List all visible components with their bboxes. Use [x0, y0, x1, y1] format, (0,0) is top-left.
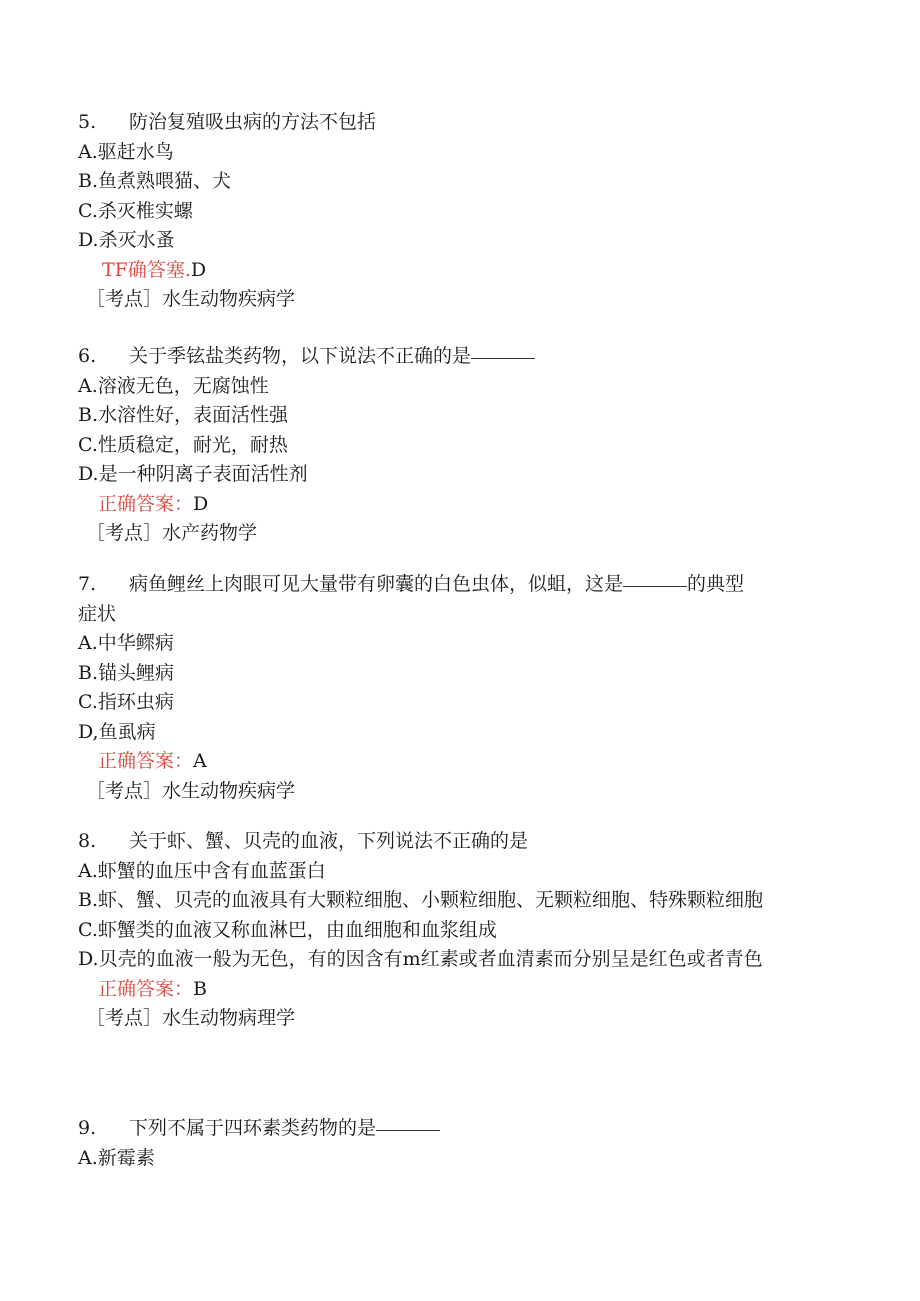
topic-note: ［考点］水产药物学	[86, 522, 258, 544]
topic-note: ［考点］水生动物病理学	[86, 1007, 296, 1029]
question-number: 6.	[78, 345, 97, 367]
correct-answer	[78, 490, 838, 520]
question-stem	[78, 342, 838, 372]
option-d: D.贝壳的血液一般为无色，有的因含有m红素或者血清素而分别呈是红色或者青色	[78, 948, 763, 970]
option-a: A.新霉素	[78, 1146, 155, 1169]
option-b: B.虾、蟹、贝壳的血液具有大颗粒细胞、小颗粒细胞、无颗粒细胞、特殊颗粒细胞	[78, 889, 764, 911]
answer-label: 正确答案：	[98, 750, 194, 772]
fill-blank	[623, 585, 687, 587]
correct-answer	[78, 747, 838, 777]
answer-label: 正确答案：	[98, 977, 194, 1000]
question-text: 防治复殖吸虫病的方法不包括	[129, 111, 377, 133]
option-b: B.锚头鲤病	[78, 661, 175, 684]
option-d: D.是一种阴离子表面活性剂	[78, 463, 308, 485]
option-a: A.中华鳏病	[78, 632, 174, 654]
question-number: 7.	[78, 573, 97, 595]
option-c: C.性质稳定，耐光，耐热	[78, 433, 288, 456]
question-9	[78, 1114, 838, 1173]
topic-note: ［考点］水生动物疾病学	[86, 779, 296, 802]
option-d: D.杀灭水蚤	[78, 229, 175, 251]
question-8	[78, 827, 838, 1034]
question-number: 9.	[78, 1117, 97, 1139]
option-b: B.鱼煮熟喂猫、犬	[78, 170, 232, 192]
option-c: C.指环虫病	[78, 691, 174, 713]
answer-value: A	[193, 750, 207, 772]
option-b: B.水溶性好，表面活性强	[78, 404, 289, 426]
question-stem-continued: 症状	[78, 602, 117, 625]
question-stem	[78, 1114, 838, 1144]
correct-answer	[78, 975, 838, 1005]
fill-blank	[376, 1129, 440, 1131]
option-a: A.虾蟹的血压中含有血蓝蛋白	[78, 859, 326, 882]
question-text: 关于虾、蟹、贝壳的血液，下列说法不正确的是	[129, 830, 529, 852]
option-c: C.虾蟹类的血液又称血淋巴，由血细胞和血浆组成	[78, 918, 497, 941]
option-c: C.杀灭椎实螺	[78, 199, 193, 222]
answer-value: B	[193, 977, 207, 1000]
answer-value: D	[190, 258, 207, 281]
question-number: 8.	[78, 830, 97, 852]
answer-label: TF确答塞.	[102, 258, 191, 281]
fill-blank	[471, 357, 535, 359]
question-number: 5.	[78, 111, 97, 133]
question-5	[78, 108, 838, 315]
question-text: 病鱼鲤丝上肉眼可见大量带有卵囊的白色虫体，似蛆，这是	[129, 573, 624, 595]
option-d: D,鱼虱病	[78, 720, 156, 743]
question-stem	[78, 570, 838, 600]
question-text: 关于季铉盐类药物，以下说法不正确的是	[129, 345, 472, 367]
question-stem	[78, 827, 838, 857]
question-stem	[78, 108, 838, 138]
topic-note: ［考点］水生动物疾病学	[86, 288, 296, 310]
question-text-after: 的典型	[687, 573, 745, 595]
answer-value: D	[193, 492, 209, 515]
question-6	[78, 342, 838, 549]
correct-answer	[78, 256, 838, 286]
answer-label: 正确答案：	[98, 492, 194, 515]
question-7	[78, 570, 838, 806]
option-a: A.溶液无色，无腐蚀性	[78, 374, 269, 397]
option-a: A.驱赶水鸟	[78, 140, 174, 163]
question-text: 下列不属于四环素类药物的是	[129, 1117, 377, 1139]
